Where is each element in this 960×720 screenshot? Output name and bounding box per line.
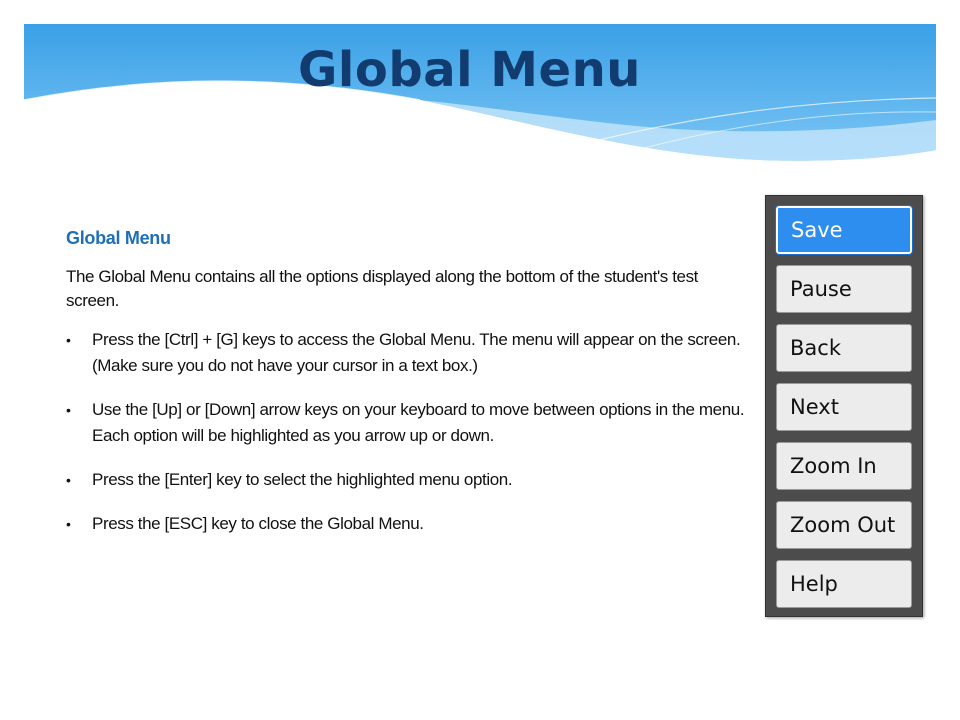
- list-item-text: Press the [ESC] key to close the Global Menu.: [92, 514, 424, 533]
- doc-intro: The Global Menu contains all the options displayed along the bottom of the student's test screen.: [66, 267, 699, 310]
- menu-item-save[interactable]: Save: [776, 206, 912, 254]
- list-item: [66, 327, 746, 379]
- list-item: [66, 397, 746, 449]
- bullet-icon: •: [66, 332, 71, 348]
- menu-item-help[interactable]: Help: [776, 560, 912, 608]
- list-item-text: Press the [Enter] key to select the highlighted menu option.: [92, 470, 513, 489]
- menu-item-zoom-out[interactable]: Zoom Out: [776, 501, 912, 549]
- menu-item-pause[interactable]: Pause: [776, 265, 912, 313]
- list-item-text: Use the [Up] or [Down] arrow keys on your keyboard to move between options in the menu. Each option will be highlighted as you arrow up or down.: [92, 400, 745, 445]
- list-item: [66, 467, 746, 493]
- doc-heading: Global Menu: [66, 228, 171, 248]
- menu-item-zoom-in[interactable]: Zoom In: [776, 442, 912, 490]
- bullet-icon: •: [66, 402, 71, 418]
- menu-item-back[interactable]: Back: [776, 324, 912, 372]
- instructions-screenshot: [66, 225, 746, 555]
- bullet-icon: •: [66, 516, 71, 532]
- list-item-text: Press the [Ctrl] + [G] keys to access the Global Menu. The menu will appear on the screen. (Make sure you do not have your cursor in a text box.): [92, 330, 741, 375]
- menu-item-next[interactable]: Next: [776, 383, 912, 431]
- slide-title: Global Menu: [298, 42, 641, 98]
- bullet-icon: •: [66, 472, 71, 488]
- list-item: [66, 511, 746, 537]
- global-menu-panel: [765, 195, 923, 617]
- instruction-list: [66, 327, 746, 537]
